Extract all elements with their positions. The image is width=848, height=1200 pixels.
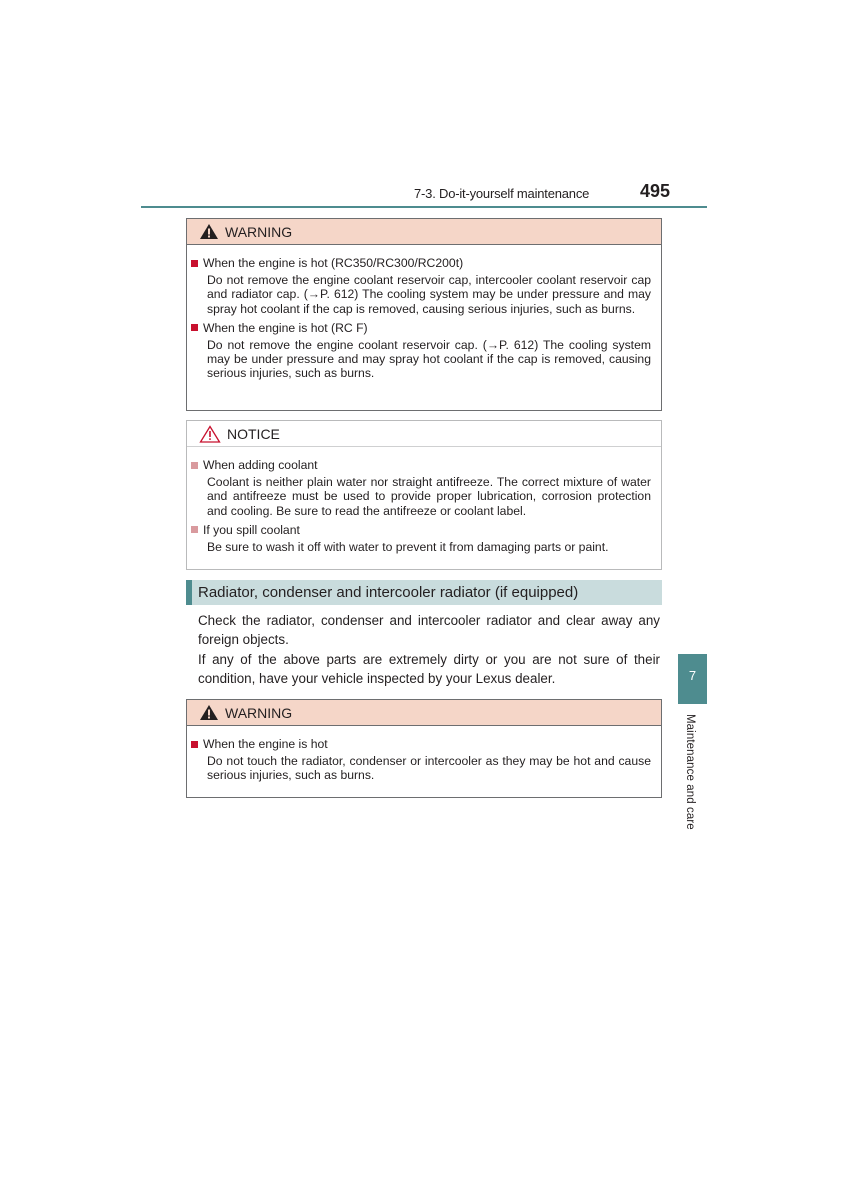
- warning-item-text: Do not remove the engine coolant reservoir cap. (→P. 612) The cooling system may be under pressure and may spray hot coolant if the cap is removed, causing serious injuries, such as burns.: [207, 337, 651, 381]
- caution-triangle-icon: [199, 425, 221, 443]
- square-bullet-icon: [191, 260, 198, 267]
- notice-box-coolant: [186, 420, 662, 570]
- warning-item-title: When the engine is hot (RC350/RC300/RC200t): [191, 256, 651, 270]
- header-section-title: 7-3. Do-it-yourself maintenance: [414, 186, 590, 201]
- warning-triangle-icon: [199, 223, 219, 240]
- notice-heading: NOTICE: [227, 425, 280, 442]
- warning-heading: WARNING: [225, 704, 293, 721]
- square-bullet-icon: [191, 741, 198, 748]
- section-heading: Radiator, condenser and intercooler radiator (if equipped): [186, 580, 662, 605]
- warning-item-text: Do not remove the engine coolant reservoir cap, intercooler coolant reservoir cap and radiator cap. (→P. 612) The cooling system may be under pressure and may spray hot coolant if the cap is removed, causing serious injuries, such as burns.: [207, 273, 651, 316]
- notice-item-text: Be sure to wash it off with water to prevent it from damaging parts or paint.: [207, 539, 609, 554]
- notice-header: [187, 421, 661, 447]
- warning-triangle-icon: [199, 704, 219, 721]
- warning-box-coolant-caps: [186, 218, 662, 411]
- square-bullet-icon: [191, 324, 198, 331]
- chapter-tab: 7: [678, 654, 707, 704]
- warning-heading: WARNING: [225, 223, 293, 240]
- body-paragraph: Check the radiator, condenser and intercooler radiator and clear away any foreign objects.: [198, 613, 660, 647]
- chapter-label: Maintenance and care: [684, 714, 696, 830]
- warning-item-title: When the engine is hot: [191, 737, 651, 751]
- warning-item-title: When the engine is hot (RC F): [191, 321, 651, 335]
- page-number: 495: [640, 181, 671, 201]
- notice-item-title: When adding coolant: [191, 458, 651, 472]
- square-bullet-icon: [191, 526, 198, 533]
- body-paragraph: If any of the above parts are extremely dirty or you are not sure of their condition, have your vehicle inspected by your Lexus dealer.: [198, 652, 660, 686]
- warning-header: [187, 219, 661, 245]
- warning-item-text: Do not touch the radiator, condenser or intercooler as they may be hot and cause serious injuries, such as burns.: [207, 754, 651, 783]
- notice-item-title: If you spill coolant: [191, 523, 651, 537]
- warning-box-radiator-hot: [186, 699, 662, 798]
- notice-item-text: Coolant is neither plain water nor straight antifreeze. The correct mixture of water and antifreeze must be used to provide proper lubrication, corrosion protection and cooling. Be sure to read the antifreeze or coolant label.: [207, 475, 651, 518]
- header-rule: [141, 206, 707, 208]
- warning-header: [187, 700, 661, 726]
- square-bullet-icon: [191, 462, 198, 469]
